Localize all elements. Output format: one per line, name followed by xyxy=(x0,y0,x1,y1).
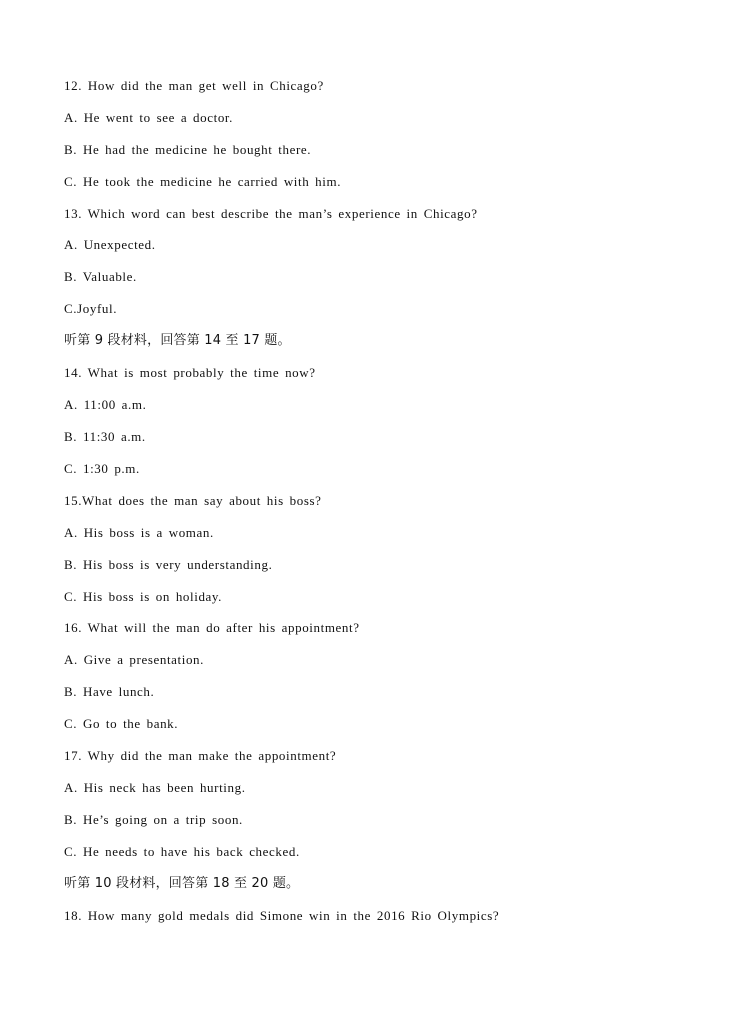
question-18: 18. How many gold medals did Simone win in the 2016 Rio Olympics? xyxy=(64,908,500,923)
q16-option-a: A. Give a presentation. xyxy=(64,652,205,667)
q15-option-b: B. His boss is very understanding. xyxy=(64,557,273,572)
question-16: 16. What will the man do after his appointment? xyxy=(64,620,360,635)
question-14: 14. What is most probably the time now? xyxy=(64,365,316,380)
question-13: 13. Which word can best describe the man’s experience in Chicago? xyxy=(64,206,478,221)
section-instruction-9: 听第 9 段材料，回答第 14 至 17 题。 xyxy=(64,333,291,348)
q13-option-a: A. Unexpected. xyxy=(64,237,156,252)
question-15: 15.What does the man say about his boss? xyxy=(64,493,322,508)
q16-option-c: C. Go to the bank. xyxy=(64,716,179,731)
q17-option-b: B. He’s going on a trip soon. xyxy=(64,812,243,827)
q13-option-c: C.Joyful. xyxy=(64,301,118,316)
question-12: 12. How did the man get well in Chicago? xyxy=(64,78,324,93)
q17-option-c: C. He needs to have his back checked. xyxy=(64,844,300,859)
q14-option-b: B. 11:30 a.m. xyxy=(64,429,146,444)
q14-option-c: C. 1:30 p.m. xyxy=(64,461,140,476)
q13-option-b: B. Valuable. xyxy=(64,269,137,284)
q17-option-a: A. His neck has been hurting. xyxy=(64,780,246,795)
question-17: 17. Why did the man make the appointment? xyxy=(64,748,337,763)
q12-option-b: B. He had the medicine he bought there. xyxy=(64,142,312,157)
q15-option-c: C. His boss is on holiday. xyxy=(64,589,223,604)
q16-option-b: B. Have lunch. xyxy=(64,684,155,699)
q15-option-a: A. His boss is a woman. xyxy=(64,525,214,540)
section-instruction-10: 听第 10 段材料，回答第 18 至 20 题。 xyxy=(64,876,300,891)
q14-option-a: A. 11:00 a.m. xyxy=(64,397,147,412)
q12-option-a: A. He went to see a doctor. xyxy=(64,110,233,125)
q12-option-c: C. He took the medicine he carried with him. xyxy=(64,174,342,189)
